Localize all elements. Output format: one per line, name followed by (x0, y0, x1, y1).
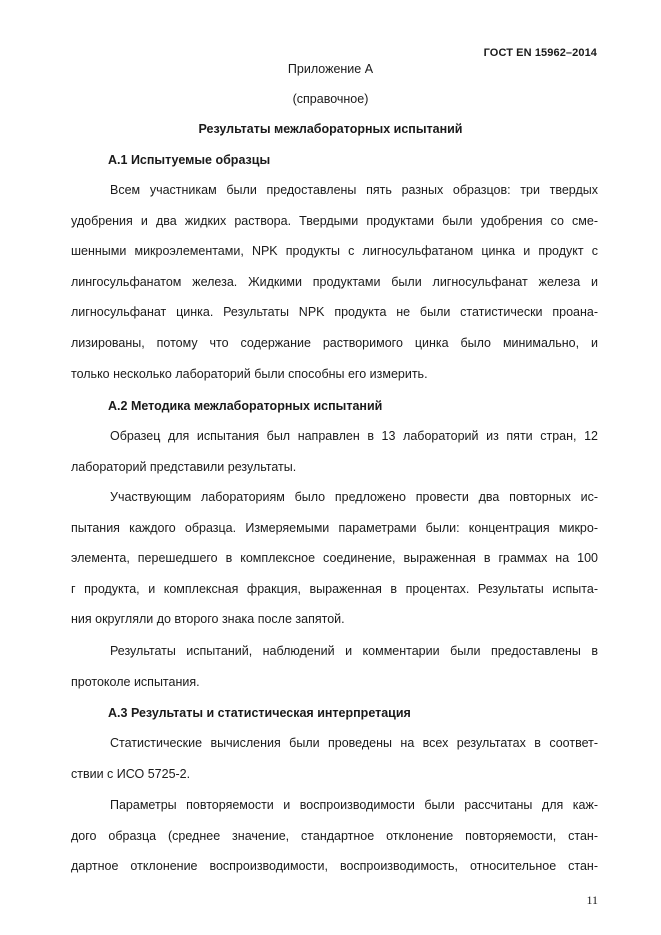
section-title: Испытуемые образцы (130, 153, 271, 167)
section-number: А.3 (108, 706, 128, 720)
text-line: г продукта, и комплексная фракция, выраженная в процентах. Результаты испыта- (71, 581, 598, 596)
text-line: Параметры повторяемости и воспроизводимости были рассчитаны для каж- (110, 798, 598, 812)
paragraph-a3-2 (71, 790, 598, 882)
text-line: только несколько лабораторий были способны его измерить. (71, 366, 428, 381)
text-line: Участвующим лабораториям было предложено провести два повторных ис- (110, 490, 598, 504)
section-heading-a3 (108, 706, 411, 720)
page-number: 11 (586, 893, 598, 907)
paragraph-a2-1 (71, 421, 598, 482)
text-line: лабораторий представили результаты. (71, 459, 297, 474)
text-line: Статистические вычисления были проведены на всех результатах в соответ- (110, 736, 598, 750)
paragraph-a3-1 (71, 728, 598, 789)
section-title: Методика межлабораторных испытаний (130, 399, 383, 413)
text-line: протоколе испытания. (71, 674, 200, 689)
text-line: удобрения и два жидких раствора. Твердыми продуктами были удобрения со сме- (71, 213, 598, 228)
text-line: Образец для испытания был направлен в 13 лабораторий из пяти стран, 12 (110, 429, 598, 443)
section-number: А.1 (108, 153, 128, 167)
text-line: ния округляли до второго знака после запятой. (71, 612, 345, 627)
text-line: Всем участникам были предоставлены пять разных образцов: три твердых (110, 183, 598, 197)
text-line: лизированы, потому что содержание растворимого цинка было минимально, и (71, 335, 598, 350)
text-line: ствии с ИСО 5725-2. (71, 766, 191, 781)
text-line: пытания каждого образца. Измеряемыми параметрами были: концентрация микро- (71, 520, 598, 535)
section-heading-a2 (108, 399, 382, 413)
appendix-title: Приложение А (287, 62, 374, 76)
section-heading-a1 (108, 153, 270, 167)
text-line: лигносульфанат цинка. Результаты NPK продукта не были статистически проана- (71, 305, 598, 320)
paragraph-a2-2 (71, 482, 598, 635)
appendix-heading: Результаты межлабораторных испытаний (198, 122, 463, 136)
text-line: дартное отклонение воспроизводимости, воспроизводимость, относительное стан- (71, 859, 598, 874)
text-line: Результаты испытаний, наблюдений и комментарии были предоставлены в (110, 644, 598, 658)
text-line: лингосульфанатом железа. Жидкими продуктами были лигносульфанат железа и (71, 274, 598, 289)
section-title: Результаты и статистическая интерпретация (130, 706, 411, 720)
appendix-subtitle: (справочное) (292, 92, 369, 106)
text-line: элемента, перешедшего в комплексное соединение, выраженная в граммах на 100 (71, 551, 598, 566)
paragraph-a1-1 (71, 175, 598, 389)
paragraph-a2-3 (71, 636, 598, 697)
text-line: дого образца (среднее значение, стандартное отклонение повторяемости, стан- (71, 828, 598, 843)
standard-code: ГОСТ EN 15962–2014 (483, 47, 597, 59)
section-number: А.2 (108, 399, 128, 413)
text-line: шенными микроэлементами, NPK продукты с лигносульфатаном цинка и продукт с (71, 244, 598, 259)
